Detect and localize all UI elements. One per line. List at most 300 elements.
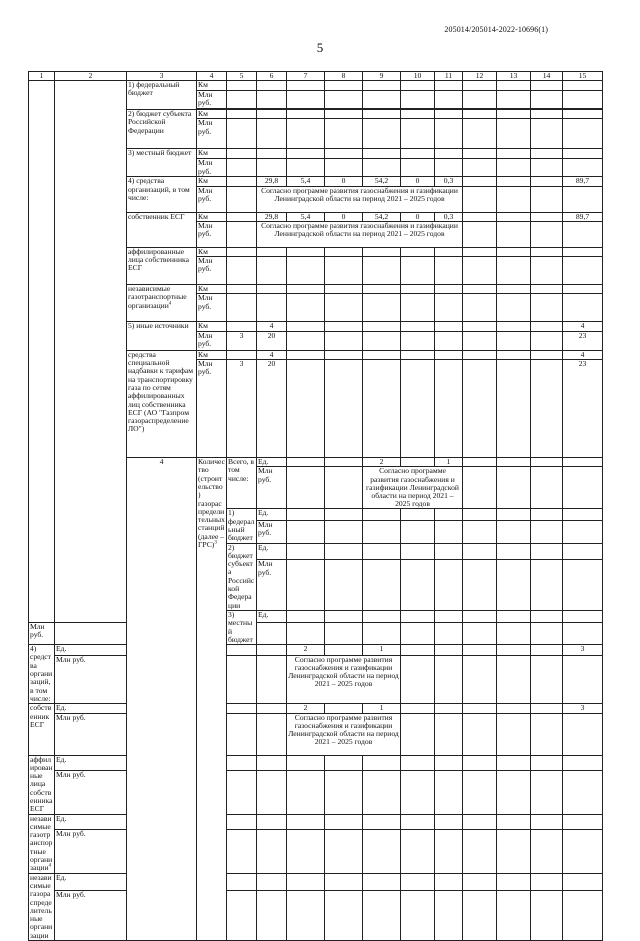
empty-cell — [257, 294, 287, 322]
unit-cell: Км — [197, 149, 227, 159]
column-number: 15 — [563, 72, 603, 81]
empty-cell — [325, 360, 363, 458]
empty-cell — [363, 350, 401, 359]
empty-cell — [287, 91, 325, 109]
total-cell: 23 — [563, 331, 603, 350]
empty-cell — [55, 622, 127, 645]
unit-cell: Млн руб. — [257, 521, 287, 544]
empty-cell — [325, 521, 363, 544]
empty-cell — [227, 645, 257, 656]
empty-cell — [325, 891, 363, 941]
empty-cell — [287, 509, 325, 521]
empty-cell — [435, 110, 463, 119]
empty-cell — [463, 285, 497, 294]
unit-cell: Ед. — [55, 755, 127, 771]
empty-cell — [531, 543, 563, 560]
empty-cell — [435, 521, 463, 544]
empty-cell — [563, 119, 603, 149]
empty-cell — [227, 322, 257, 331]
value-cell: 2 — [287, 645, 325, 656]
empty-cell — [325, 91, 363, 109]
empty-cell — [497, 755, 531, 771]
value-cell: 4 — [257, 350, 287, 359]
empty-cell — [463, 610, 497, 622]
empty-cell — [531, 350, 563, 359]
empty-cell — [497, 814, 531, 830]
total-cell: 3 — [563, 645, 603, 656]
empty-cell — [497, 221, 531, 247]
empty-cell — [325, 247, 363, 256]
empty-cell — [325, 771, 363, 815]
unit-cell: Км — [197, 322, 227, 331]
section-number-cell — [29, 81, 55, 623]
total-cell: 4 — [563, 322, 603, 331]
empty-cell — [463, 91, 497, 109]
empty-cell — [363, 622, 401, 645]
unit-cell: Млн руб. — [257, 560, 287, 611]
empty-cell — [363, 814, 401, 830]
empty-cell — [363, 110, 401, 119]
column-number: 12 — [463, 72, 497, 81]
empty-cell — [401, 159, 435, 177]
empty-cell — [287, 622, 325, 645]
empty-cell — [401, 521, 435, 544]
value-cell: 1 — [363, 704, 401, 713]
unit-cell: Ед. — [55, 814, 127, 830]
empty-cell — [531, 285, 563, 294]
value-cell: 2 — [287, 704, 325, 713]
total-cell: 89,7 — [563, 212, 603, 221]
empty-cell — [257, 119, 287, 149]
empty-cell — [325, 285, 363, 294]
empty-cell — [401, 322, 435, 331]
unit-cell: Км — [197, 110, 227, 119]
program-note: Согласно программе развития газоснабжения и газификации Ленинградской области на период 2021 – 2025 годов — [257, 186, 463, 212]
empty-cell — [463, 560, 497, 611]
empty-cell — [463, 458, 497, 467]
empty-cell — [363, 509, 401, 521]
empty-cell — [563, 655, 603, 703]
empty-cell — [463, 331, 497, 350]
empty-cell — [257, 622, 287, 645]
empty-cell — [563, 285, 603, 294]
row-label: 4) средства организаций, в том числе: — [127, 177, 197, 212]
value-cell: 2 — [363, 458, 401, 467]
unit-cell: Км — [197, 177, 227, 186]
unit-cell: Млн руб. — [197, 186, 227, 212]
empty-cell — [463, 212, 497, 221]
column-number: 14 — [531, 72, 563, 81]
empty-cell — [401, 331, 435, 350]
value-cell: 1 — [435, 458, 463, 467]
empty-cell — [463, 713, 497, 755]
program-note: Согласно программе развития газоснабжения и газификации Ленинградской области на период 2021 – 2025 годов — [363, 467, 463, 509]
row-label: аффилированные лица собственника ЕСГ — [127, 247, 197, 284]
empty-cell — [563, 622, 603, 645]
empty-cell — [463, 119, 497, 149]
empty-cell — [497, 149, 531, 159]
empty-cell — [363, 331, 401, 350]
empty-cell — [497, 655, 531, 703]
total-cell: 3 — [563, 704, 603, 713]
empty-cell — [563, 610, 603, 622]
empty-cell — [257, 755, 287, 771]
empty-cell — [401, 149, 435, 159]
row-label: аффилированные лица собственника ЕСГ — [30, 755, 53, 814]
document-id: 205014/205014-2022-10696(1) — [444, 25, 548, 34]
row-label: независимые газотранспортные организации$^4$ — [127, 285, 197, 322]
empty-cell — [401, 622, 435, 645]
empty-cell — [497, 645, 531, 656]
empty-cell — [227, 186, 257, 212]
empty-cell — [325, 873, 363, 891]
empty-cell — [531, 247, 563, 256]
empty-cell — [435, 543, 463, 560]
total-cell: 89,7 — [563, 177, 603, 186]
row-label: 2) бюджет субъекта Российской Федерации — [227, 543, 257, 610]
empty-cell — [563, 221, 603, 247]
empty-cell — [531, 212, 563, 221]
empty-cell — [287, 873, 325, 891]
unit-cell: Млн руб. — [55, 771, 127, 815]
column-number: 8 — [325, 72, 363, 81]
empty-cell — [287, 560, 325, 611]
empty-cell — [227, 873, 257, 891]
unit-cell: Ед. — [257, 458, 287, 467]
empty-cell — [257, 110, 287, 119]
column-number: 5 — [227, 72, 257, 81]
empty-cell — [287, 119, 325, 149]
empty-cell — [463, 177, 497, 186]
empty-cell — [463, 186, 497, 212]
unit-cell: Км — [197, 247, 227, 256]
empty-cell — [257, 247, 287, 256]
empty-cell — [563, 814, 603, 830]
empty-cell — [363, 610, 401, 622]
unit-cell: Км — [197, 285, 227, 294]
empty-cell — [531, 257, 563, 285]
empty-cell — [463, 873, 497, 891]
empty-cell — [257, 891, 287, 941]
empty-cell — [497, 713, 531, 755]
empty-cell — [531, 704, 563, 713]
unit-cell: Ед. — [55, 873, 127, 891]
empty-cell — [401, 610, 435, 622]
empty-cell — [531, 110, 563, 119]
empty-cell — [227, 771, 257, 815]
empty-cell — [325, 294, 363, 322]
empty-cell — [363, 159, 401, 177]
empty-cell — [531, 755, 563, 771]
empty-cell — [257, 655, 287, 703]
unit-cell: Ед. — [55, 645, 127, 656]
empty-cell — [497, 873, 531, 891]
empty-cell — [435, 755, 463, 771]
empty-cell — [531, 91, 563, 109]
empty-cell — [435, 159, 463, 177]
empty-cell — [463, 221, 497, 247]
empty-cell — [497, 509, 531, 521]
empty-cell — [257, 91, 287, 109]
empty-cell — [463, 891, 497, 941]
empty-cell — [227, 91, 257, 109]
footnote-marker: 4 — [168, 301, 172, 307]
empty-cell — [287, 521, 325, 544]
empty-cell — [227, 110, 257, 119]
row-label: 3) местный бюджет — [127, 149, 197, 177]
empty-cell — [463, 322, 497, 331]
empty-cell — [497, 622, 531, 645]
value-cell: 29,8 — [257, 177, 287, 186]
empty-cell — [401, 458, 435, 467]
empty-cell — [363, 91, 401, 109]
empty-cell — [463, 81, 497, 91]
empty-cell — [435, 814, 463, 830]
empty-cell — [325, 350, 363, 359]
column-number: 9 — [363, 72, 401, 81]
empty-cell — [257, 713, 287, 755]
empty-cell — [563, 467, 603, 509]
empty-cell — [531, 610, 563, 622]
value-cell: 5,4 — [287, 177, 325, 186]
empty-cell — [325, 830, 363, 874]
empty-cell — [401, 110, 435, 119]
empty-cell — [497, 467, 531, 509]
value-cell: 0,3 — [435, 177, 463, 186]
empty-cell — [325, 560, 363, 611]
value-cell: 54,2 — [363, 212, 401, 221]
empty-cell — [563, 891, 603, 941]
value-cell: 0,3 — [435, 212, 463, 221]
empty-cell — [325, 509, 363, 521]
empty-cell — [227, 285, 257, 294]
empty-cell — [401, 814, 435, 830]
empty-cell — [563, 830, 603, 874]
empty-cell — [363, 755, 401, 771]
empty-cell — [287, 331, 325, 350]
empty-cell — [563, 771, 603, 815]
empty-cell — [563, 247, 603, 256]
empty-cell — [363, 247, 401, 256]
empty-cell — [325, 322, 363, 331]
empty-cell — [435, 645, 463, 656]
empty-cell — [325, 257, 363, 285]
empty-cell — [257, 704, 287, 713]
program-note: Согласно программе развития газоснабжения и газификации Ленинградской области на период 2021 – 2025 годов — [287, 655, 401, 703]
empty-cell — [257, 830, 287, 874]
empty-cell — [401, 830, 435, 874]
unit-cell: Млн руб. — [197, 294, 227, 322]
empty-cell — [363, 294, 401, 322]
empty-cell — [435, 91, 463, 109]
empty-cell — [401, 257, 435, 285]
unit-cell: Млн руб. — [55, 891, 127, 941]
empty-cell — [463, 814, 497, 830]
empty-cell — [497, 322, 531, 331]
empty-cell — [563, 873, 603, 891]
empty-cell — [497, 212, 531, 221]
empty-cell — [531, 331, 563, 350]
empty-cell — [497, 891, 531, 941]
empty-cell — [497, 257, 531, 285]
empty-cell — [531, 560, 563, 611]
empty-cell — [531, 814, 563, 830]
empty-cell — [497, 186, 531, 212]
column-number: 11 — [435, 72, 463, 81]
empty-cell — [531, 458, 563, 467]
empty-cell — [287, 257, 325, 285]
empty-cell — [401, 891, 435, 941]
value-cell: 0 — [401, 212, 435, 221]
empty-cell — [401, 119, 435, 149]
empty-cell — [325, 119, 363, 149]
empty-cell — [497, 350, 531, 359]
total-cell: 23 — [563, 360, 603, 458]
empty-cell — [463, 622, 497, 645]
empty-cell — [363, 81, 401, 91]
empty-cell — [227, 891, 257, 941]
empty-cell — [463, 509, 497, 521]
empty-cell — [463, 467, 497, 509]
unit-cell: Ед. — [55, 704, 127, 713]
empty-cell — [497, 610, 531, 622]
unit-cell: Млн руб. — [257, 467, 287, 509]
row-label: независимые газотранспортные организации$^4$ — [29, 814, 55, 873]
empty-cell — [363, 149, 401, 159]
empty-cell — [435, 322, 463, 331]
empty-cell — [531, 830, 563, 874]
unit-cell: Млн руб. — [55, 830, 127, 874]
empty-cell — [563, 186, 603, 212]
empty-cell — [531, 891, 563, 941]
empty-cell — [497, 177, 531, 186]
empty-cell — [531, 509, 563, 521]
empty-cell — [563, 543, 603, 560]
row-label: 1) федеральный бюджет — [127, 81, 197, 110]
empty-cell — [563, 149, 603, 159]
empty-cell — [227, 655, 257, 703]
empty-cell — [497, 91, 531, 109]
empty-cell — [531, 186, 563, 212]
empty-cell — [497, 119, 531, 149]
empty-cell — [563, 521, 603, 544]
empty-cell — [363, 119, 401, 149]
empty-cell — [463, 645, 497, 656]
empty-cell — [435, 81, 463, 91]
empty-cell — [401, 91, 435, 109]
unit-cell: Млн руб. — [197, 159, 227, 177]
empty-cell — [463, 159, 497, 177]
unit-cell: Млн руб. — [55, 713, 127, 755]
empty-cell — [325, 543, 363, 560]
empty-cell — [325, 331, 363, 350]
empty-cell — [401, 294, 435, 322]
value-cell: 54,2 — [363, 177, 401, 186]
empty-cell — [363, 560, 401, 611]
unit-cell: Млн руб. — [197, 257, 227, 285]
empty-cell — [435, 713, 463, 755]
empty-cell — [497, 247, 531, 256]
empty-cell — [497, 331, 531, 350]
empty-cell — [363, 360, 401, 458]
empty-cell — [497, 560, 531, 611]
value-cell: 0 — [325, 177, 363, 186]
empty-cell — [563, 257, 603, 285]
empty-cell — [531, 713, 563, 755]
row-label: независимые газораспределительные организации — [29, 873, 55, 940]
empty-cell — [497, 458, 531, 467]
empty-cell — [401, 655, 435, 703]
empty-cell — [497, 830, 531, 874]
empty-cell — [563, 509, 603, 521]
empty-cell — [531, 177, 563, 186]
empty-cell — [325, 159, 363, 177]
empty-cell — [325, 704, 363, 713]
empty-cell — [435, 655, 463, 703]
empty-cell — [287, 610, 325, 622]
unit-cell: Ед. — [257, 610, 287, 622]
empty-cell — [227, 159, 257, 177]
empty-cell — [287, 830, 325, 874]
empty-cell — [325, 622, 363, 645]
empty-cell — [463, 360, 497, 458]
empty-cell — [531, 221, 563, 247]
investment-table — [28, 71, 603, 941]
empty-cell — [227, 257, 257, 285]
empty-cell — [287, 350, 325, 359]
footnote-marker: 3 — [214, 540, 217, 546]
page-number: 5 — [316, 40, 324, 55]
total-cell: 4 — [563, 350, 603, 359]
empty-cell — [497, 704, 531, 713]
empty-cell — [363, 830, 401, 874]
empty-cell — [227, 294, 257, 322]
unit-cell: Км — [197, 212, 227, 221]
empty-cell — [287, 294, 325, 322]
empty-cell — [287, 285, 325, 294]
empty-cell — [463, 294, 497, 322]
empty-cell — [563, 159, 603, 177]
column-number: 13 — [497, 72, 531, 81]
value-cell: 1 — [363, 645, 401, 656]
row-label: 4) средства организаций, в том числе: — [29, 645, 55, 704]
empty-cell — [563, 458, 603, 467]
empty-cell — [531, 322, 563, 331]
empty-cell — [563, 560, 603, 611]
section-number-cell: 4 — [127, 458, 197, 941]
empty-cell — [401, 509, 435, 521]
empty-cell — [463, 655, 497, 703]
empty-cell — [531, 521, 563, 544]
empty-cell — [463, 771, 497, 815]
empty-cell — [497, 360, 531, 458]
empty-cell — [257, 873, 287, 891]
empty-cell — [325, 81, 363, 91]
row-label: 1) федеральный бюджет — [227, 509, 257, 543]
empty-cell — [363, 322, 401, 331]
empty-cell — [401, 247, 435, 256]
empty-cell — [435, 149, 463, 159]
value-cell: 0 — [325, 212, 363, 221]
empty-cell — [531, 149, 563, 159]
empty-cell — [287, 755, 325, 771]
empty-cell — [401, 771, 435, 815]
column-number: 4 — [197, 72, 227, 81]
empty-cell — [227, 247, 257, 256]
empty-cell — [563, 294, 603, 322]
empty-cell — [227, 81, 257, 91]
empty-cell — [257, 149, 287, 159]
